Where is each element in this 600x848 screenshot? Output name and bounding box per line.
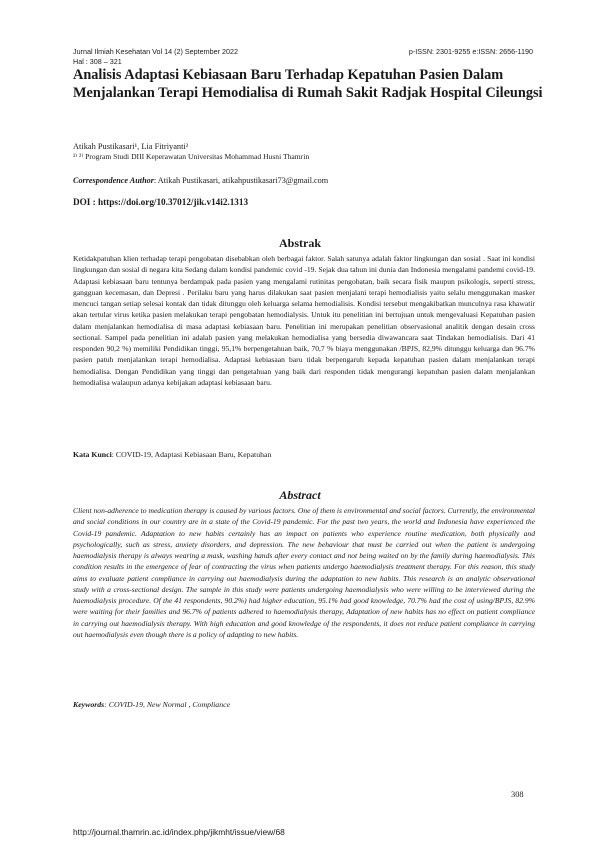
kata-kunci: [73, 450, 271, 459]
page-range: Hal : 308 – 321: [73, 57, 122, 66]
keywords-label: Keywords: [73, 700, 105, 709]
issn: p-ISSN: 2301-9255 e:ISSN: 2656-1190: [408, 47, 533, 56]
correspondence-text: : Atikah Pustikasari, atikahpustikasari73@gmail.com: [153, 176, 329, 185]
abstrak-body: Ketidakpatuhan klien terhadap terapi pengobatan disebabkan oleh berbagai faktor. Salah satunya adalah faktor lingkungan dan sosial . Saat ini kondisi lingkungan dan sosial di negara kita Sedang dalam kondisi pandemic covid -19. Sejak dua tahun ini dunia dan Indonesia mengalami pandemi covid-19. Adaptasi kebiasaan baru tentunya berdampak pada pasien yang mengalami rutinitas pengobatan, baik secara fisik maupun psikologis, seperti stress, gangguan kecemasan, dan Depresi . Perilaku baru yang harus dilakukan saat pasien menjalani terapi hemodialisis yaitu selalu menggunakan masker mencuci tangan setiap selesai kontak dan tidak ditunggu oleh keluarga selama hemodialisis. Kondisi tersebut mengakibatkan munculnya rasa khawatir akan tertular virus ketika pasien melakukan terapi pengobatan hemodialysis. Untuk itu penelitian ini bertujuan untuk mengevaluasi Kepatuhan pasien dalam menjalankan hemodialisa di masa adaptasi kebiasaan baru. Penelitian ini merupakan penelitian observasional analitik dengan desain cross sectional. Sampel pada penelitian ini adalah pasien yang melakukan hemodialisa yang bersedia diwawancara saat Tindakan hemodialisis. Dari 41 responden 90,2 %) memiliki Pendidikan tinggi, 95,1% berpengetahuan baik, 70,7 % biaya menggunakan /BPJS, 82,9% ditunggu keluarga dan 96.7% pasien patuh menjalankan terapi hemodialisa. Adaptasi kebiasaan baru tidak berpengaruh kepada kepatuhan pasien dalam menjalankan terapi hemodialisa. Dengan Pendidikan yang tinggi dan pengetahuan yang baik dari responden tidak mengurangi kepatuhan pasien dalam menjalankan hemodialisa walaupun adanya kebijakan adaptasi kebiasaan baru.: [73, 254, 535, 387]
author-affiliation: ¹⁾ ²⁾ Program Studi DIII Keperawatan Universitas Mohammad Husni Thamrin: [73, 152, 310, 161]
correspondence: [73, 175, 328, 186]
doi-link[interactable]: DOI : https://doi.org/10.37012/jik.v14i2.1313: [73, 197, 249, 207]
abstract-heading: Abstract: [279, 488, 321, 502]
abstrak-heading: Abstrak: [278, 236, 321, 250]
footer-url[interactable]: http://journal.thamrin.ac.id/index.php/jikmht/issue/view/68: [73, 827, 285, 837]
page-number: 308: [511, 790, 524, 799]
journal-header: [73, 47, 533, 67]
keywords: [73, 700, 230, 709]
article-title: Analisis Adaptasi Kebiasaan Baru Terhadap Kepatuhan Pasien Dalam Menjalankan Terapi Hemodialisa di Rumah Sakit Radjak Hospital Cileungsi: [73, 67, 543, 101]
keywords-text: : COVID-19, New Normal , Compliance: [104, 700, 231, 709]
kata-kunci-text: : COVID-19, Adaptasi Kebiasaan Baru, Kepatuhan: [111, 450, 272, 459]
correspondence-label: Correspondence Author: [73, 176, 154, 185]
author-list: Atikah Pustikasari¹, Lia Fitriyanti²: [73, 142, 189, 151]
kata-kunci-label: Kata Kunci: [73, 450, 112, 459]
journal-citation: Jurnal Ilmiah Kesehatan Vol 14 (2) September 2022: [73, 47, 239, 56]
abstract-body: Client non-adherence to medication therapy is caused by various factors. One of them is environmental and social factors. Currently, the environmental and social conditions in our country are in a state of the Covid-19 pandemic. For the past two years, the world and Indonesia have experienced the Covid-19 pandemic. Adaptation to new habits certainly has an impact on patients who experience routine medication, both physically and psychologically, such as stress, anxiety disorders, and depression. The new behaviour that must be carried out when the patient is undergoing haemodialysis therapy is always wearing a mask, washing hands after every contact and not being waited on by the family during haemodialysis. This condition results in the emergence of fear of contracting the virus when patients undergo haemodialysis treatment therapy. For this reason, this study aims to evaluate patient compliance in carrying out haemodialysis during the adaptation to new habits. This research is an analytic observational study with a cross-sectional design. The sample in this study were patients undergoing haemodialysis who were willing to be interviewed during the haemodialysis procedure. Of the 41 respondents, 90.2%) had higher education, 95.1% had good knowledge, 70.7% had the cost of using/BPJS, 82.9% were waiting for their families and 96.7% of patients adhered to haemodialysis therapy, Adaptation of new habits has no effect on patient compliance in carrying out haemodialysis therapy. With high education and good knowledge of the respondents, it does not reduce patient compliance in carrying out haemodialysis even though there is a policy of adapting to new habits.: [73, 506, 535, 639]
